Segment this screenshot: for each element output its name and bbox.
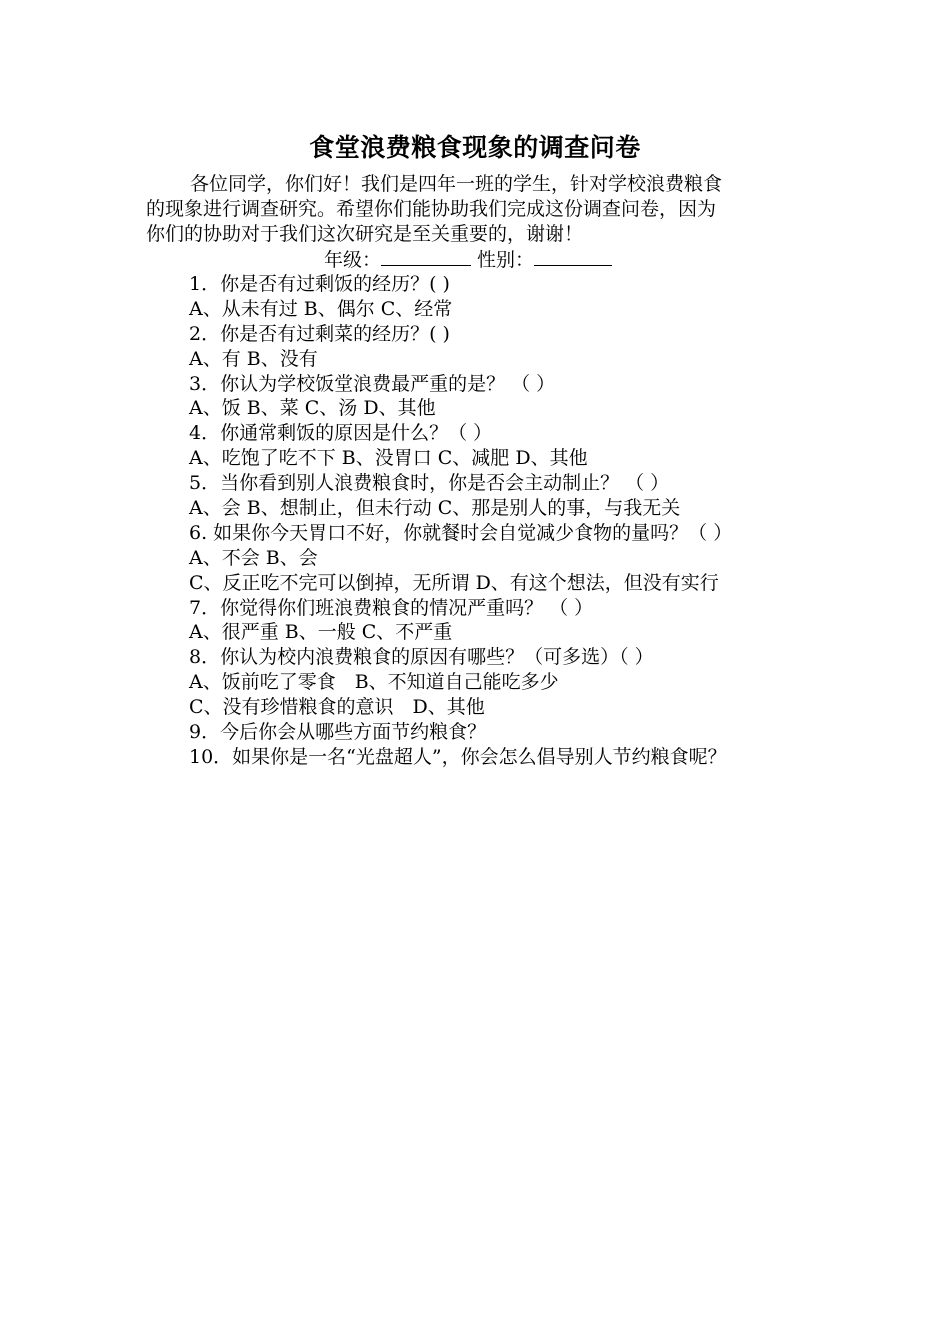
intro-paragraph <box>146 172 816 247</box>
intro-line: 各位同学，你们好！我们是四年一班的学生，针对学校浪费粮食 <box>190 173 723 195</box>
respondent-info <box>324 247 612 273</box>
question-2-options: A、有 B、没有 <box>189 347 318 370</box>
question-6-options-a: A、不会 B、会 <box>189 546 318 569</box>
question-6-options-b: C、反正吃不完可以倒掉，无所谓 D、有这个想法，但没有实行 <box>189 571 719 594</box>
question-6: 6. 如果你今天胃口不好，你就餐时会自觉减少食物的量吗？（ ） <box>189 521 733 544</box>
grade-label: 年级： <box>324 249 382 271</box>
question-5-options: A、会 B、想制止，但未行动 C、那是别人的事，与我无关 <box>189 497 681 520</box>
gender-blank[interactable] <box>534 247 612 266</box>
question-1: 1．你是否有过剩饭的经历？( ) <box>189 273 450 295</box>
question-8-options-b: C、没有珍惜粮食的意识 D、其他 <box>189 696 485 719</box>
question-8: 8．你认为校内浪费粮食的原因有哪些？（可多选）（ ） <box>189 646 654 669</box>
question-7: 7．你觉得你们班浪费粮食的情况严重吗？ （ ） <box>189 596 594 619</box>
question-8-options-a: A、饭前吃了零食 B、不知道自己能吃多少 <box>189 671 559 694</box>
document-title: 食堂浪费粮食现象的调查问卷 <box>309 133 641 162</box>
question-10: 10．如果你是一名“光盘超人”，你会怎么倡导别人节约粮食呢？ <box>189 745 727 768</box>
question-4-options: A、吃饱了吃不下 B、没胃口 C、减肥 D、其他 <box>189 447 588 470</box>
grade-blank[interactable] <box>381 247 471 266</box>
question-1-options: A、从未有过 B、偶尔 C、经常 <box>189 297 453 320</box>
intro-line: 你们的协助对于我们这次研究是至关重要的，谢谢！ <box>146 223 584 245</box>
question-3: 3．你认为学校饭堂浪费最严重的是？ （ ） <box>189 372 556 395</box>
question-4: 4．你通常剩饭的原因是什么？（ ） <box>189 422 493 445</box>
question-2: 2．你是否有过剩菜的经历？( ) <box>189 322 450 345</box>
gender-label: 性别： <box>471 249 535 271</box>
question-9: 9．今后你会从哪些方面节约粮食？ <box>189 721 487 744</box>
question-list <box>189 272 869 770</box>
question-7-options: A、很严重 B、一般 C、不严重 <box>189 621 453 644</box>
question-5: 5．当你看到别人浪费粮食时，你是否会主动制止？ （ ） <box>189 472 670 495</box>
intro-line: 的现象进行调查研究。希望你们能协助我们完成这份调查问卷，因为 <box>146 198 717 220</box>
question-3-options: A、饭 B、菜 C、汤 D、其他 <box>189 397 436 420</box>
